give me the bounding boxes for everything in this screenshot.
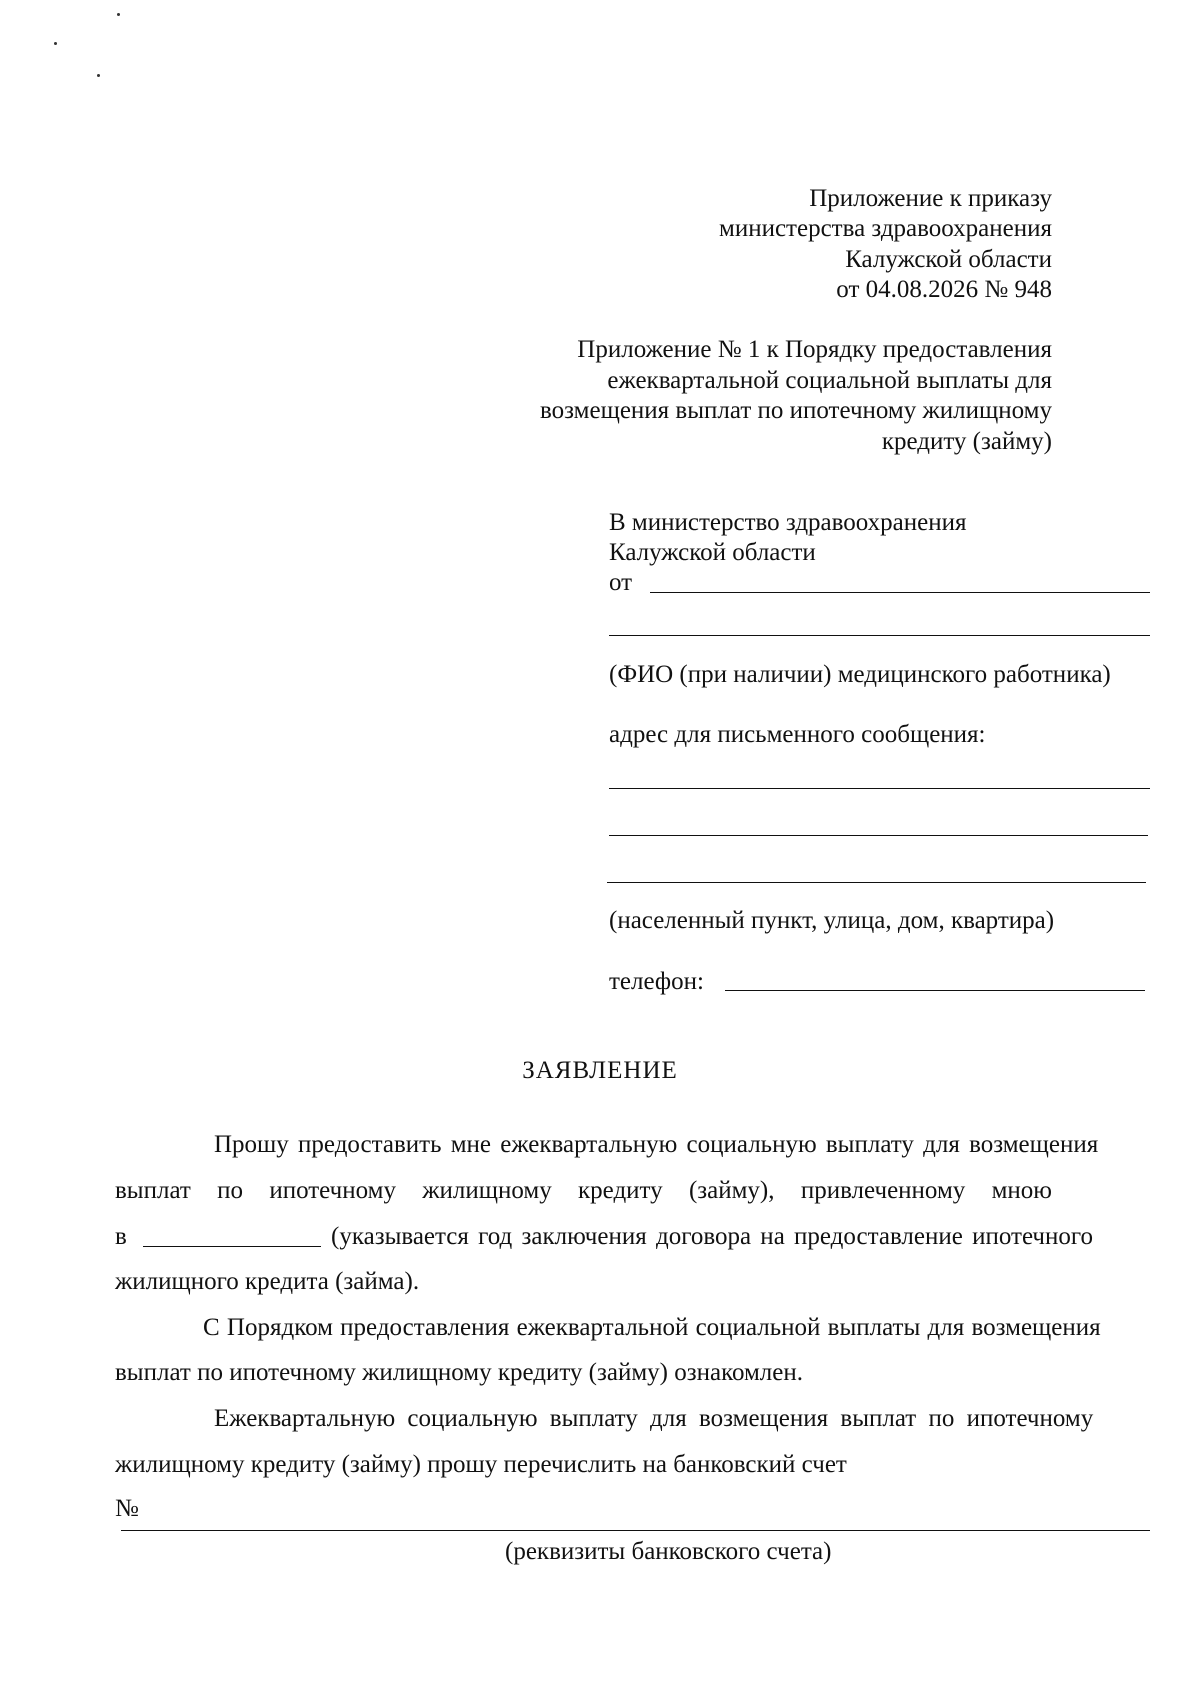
paragraph-3-line-1: Ежеквартальную социальную выплату для возмещения выплат по ипотечному — [214, 1405, 1094, 1432]
addressee-line-2: Калужской области — [609, 539, 816, 566]
loan-year-field[interactable] — [143, 1246, 321, 1247]
procedure-appendix-line-2: ежеквартальной социальной выплаты для — [607, 367, 1052, 394]
word: привлеченному — [800, 1177, 966, 1204]
document-title: ЗАЯВЛЕНИЕ — [522, 1057, 678, 1084]
word: ипотечному — [269, 1177, 396, 1204]
scan-speck — [54, 42, 57, 45]
word: (займу), — [688, 1177, 775, 1204]
word: кредиту — [578, 1177, 663, 1204]
scan-speck — [117, 13, 120, 16]
word: жилищному — [422, 1177, 552, 1204]
address-field-line-2[interactable] — [609, 835, 1148, 836]
address-field-line-3[interactable] — [607, 882, 1146, 883]
from-name-field-line-2[interactable] — [609, 635, 1150, 636]
from-name-field[interactable] — [650, 592, 1150, 593]
account-number-label: № — [115, 1495, 139, 1522]
fio-caption: (ФИО (при наличии) медицинского работника) — [609, 661, 1111, 688]
paragraph-1-line-3: (указывается год заключения договора на предоставление ипотечного — [331, 1223, 1094, 1250]
procedure-appendix-line-1: Приложение № 1 к Порядку предоставления — [577, 336, 1052, 363]
order-number-date: от 04.08.2026 № 948 — [836, 276, 1052, 303]
word: мною — [991, 1177, 1052, 1204]
paragraph-1-line-2 — [115, 1176, 1052, 1206]
paragraph-1-line-3-prefix: в — [115, 1223, 127, 1250]
paragraph-1-line-1: Прошу предоставить мне ежеквартальную социальную выплату для возмещения — [214, 1131, 1099, 1158]
procedure-appendix-line-3: возмещения выплат по ипотечному жилищному — [540, 397, 1052, 424]
paragraph-1-line-4: жилищного кредита (займа). — [115, 1268, 420, 1295]
addressee-line-1: В министерство здравоохранения — [609, 509, 967, 536]
order-appendix-line-1: Приложение к приказу — [809, 185, 1052, 212]
paragraph-2-line-1: С Порядком предоставления ежеквартальной социальной выплаты для возмещения — [203, 1314, 1101, 1341]
procedure-appendix-line-4: кредиту (займу) — [881, 428, 1052, 455]
phone-label: телефон: — [609, 968, 704, 995]
word: выплат — [115, 1177, 191, 1204]
order-appendix-line-2: министерства здравоохранения — [719, 215, 1052, 242]
from-label: от — [609, 569, 633, 596]
address-caption: (населенный пункт, улица, дом, квартира) — [609, 907, 1055, 934]
address-field-line-1[interactable] — [609, 788, 1150, 789]
bank-account-field[interactable] — [121, 1530, 1150, 1531]
address-label: адрес для письменного сообщения: — [609, 721, 986, 748]
paragraph-2-line-2: выплат по ипотечному жилищному кредиту (займу) ознакомлен. — [115, 1359, 804, 1386]
bank-account-caption: (реквизиты банковского счета) — [505, 1538, 832, 1565]
word: по — [217, 1177, 244, 1204]
paragraph-3-line-2: жилищному кредиту (займу) прошу перечислить на банковский счет — [115, 1451, 847, 1478]
order-appendix-line-3: Калужской области — [845, 246, 1052, 273]
phone-field[interactable] — [725, 990, 1145, 991]
scan-speck — [97, 74, 100, 77]
